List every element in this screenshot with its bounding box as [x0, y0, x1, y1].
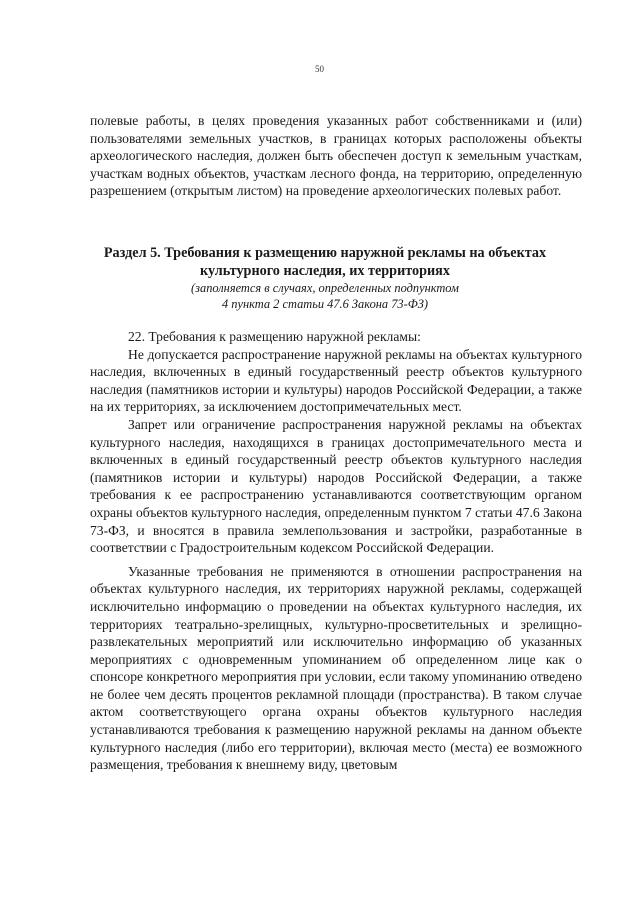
paragraph-3: Указанные требования не применяются в отношении распространения на объектах культурного наследия, их территориях наружной рекламы, содержащей исключительно информацию о проведении на объектах культурного наследия, их территориях театрально-зрелищных, культурно-просветительных и зрелищно-развлекательных мероприятий или исключительно информацию об указанных мероприятиях с одновременным упоминанием об определенном лице как о спонсоре конкретного мероприятия при условии, если такому упоминанию отведено не более чем десять процентов рекламной площади (пространства). В таком случае актом соответствующего органа охраны объектов культурного наследия устанавливаются требования к размещению наружной рекламы на данном объекте культурного наследия (либо его территории), включая место (места) ее возможного размещения, требования к внешнему виду, цветовым — [90, 563, 582, 773]
paragraph-1: Не допускается распространение наружной рекламы на объектах культурного наследия, включенных в единый государственный реестр объектов культурного наследия (памятников истории и культуры) народов Российской Федерации, а также на их территориях, за исключением достопримечательных мест. — [90, 346, 582, 415]
item-22-label: 22. Требования к размещению наружной рекламы: — [128, 329, 421, 344]
section-title-line1: Раздел 5. Требования к размещению наружной рекламы на объектах — [103, 245, 547, 261]
page-number: 50 — [315, 64, 324, 74]
section-title-line2: культурного наследия, их территориях — [200, 262, 450, 279]
section-heading — [80, 245, 570, 312]
paragraph-2: Запрет или ограничение распространения наружной рекламы на объектах культурного наследия, находящихся в границах достопримечательного места и включенных в единый государственный реестр объектов культурного наследия (памятников истории и культуры) народов Российской Федерации, а также требования к ее распространению устанавливаются соответствующим органом охраны объектов культурного наследия, определенным пунктом 7 статьи 47.6 Закона 73-ФЗ, и вносятся в правила землепользования и застройки, разработанные в соответствии с Градостроительным кодексом Российской Федерации. — [90, 416, 582, 556]
top-paragraph-block — [90, 112, 582, 200]
top-paragraph: полевые работы, в целях проведения указанных работ собственниками и (или) пользователями земельных участков, в границах которых расположены объекты археологического наследия, должен быть обеспечен доступ к земельным участкам, участкам водных объектов, участкам лесного фонда, на территорию, определенную разрешением (открытым листом) на проведение археологических полевых работ. — [90, 113, 582, 199]
section-body — [90, 328, 582, 774]
section-note-line2: 4 пункта 2 статьи 47.6 Закона 73-ФЗ) — [222, 297, 428, 312]
section-note-line1: (заполняется в случаях, определенных подпунктом — [191, 281, 459, 296]
